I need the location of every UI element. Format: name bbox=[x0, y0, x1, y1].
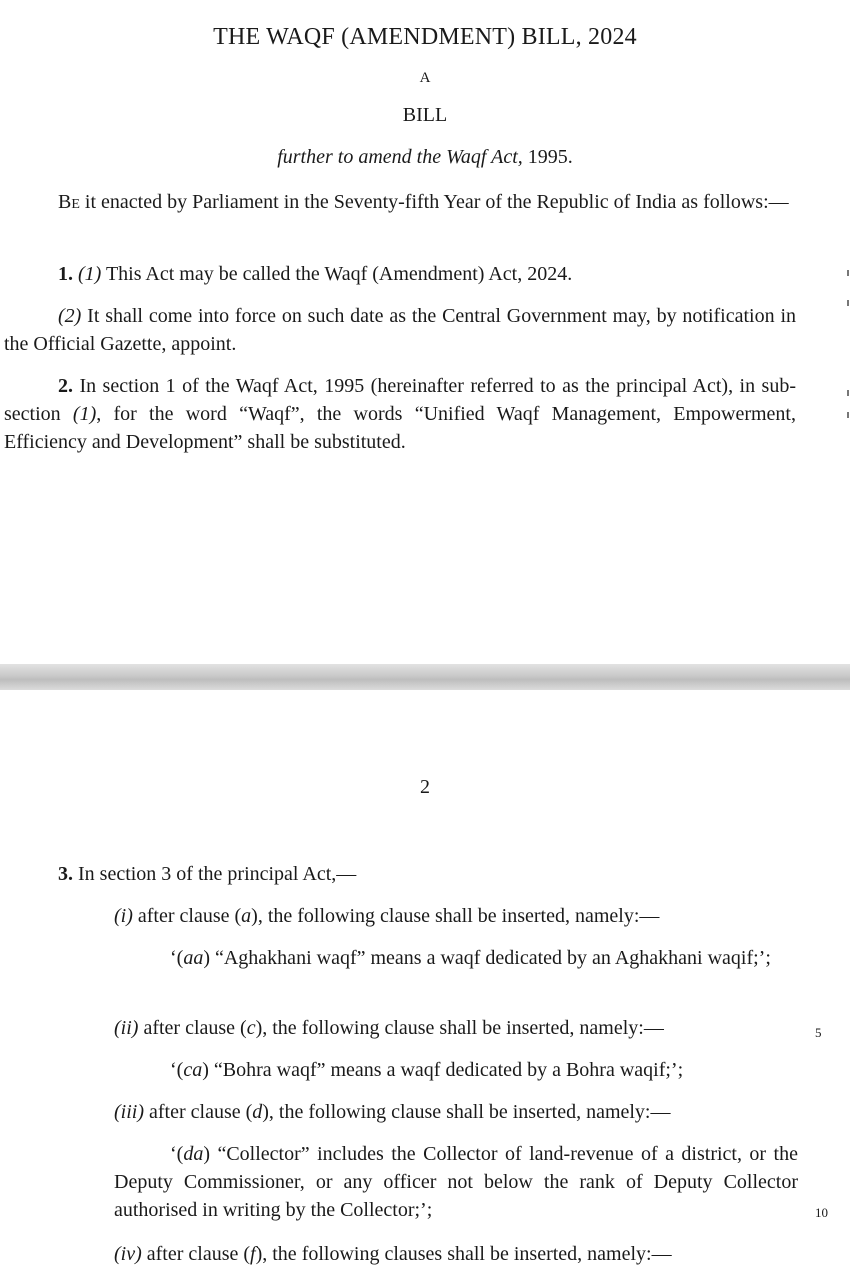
clause-iv-text-b: ), the following clauses shall be inserted, namely:— bbox=[255, 1243, 672, 1265]
clause-iii-number: (iii) bbox=[114, 1101, 144, 1123]
enacting-be: Be bbox=[58, 191, 80, 213]
clause-ca-open: ‘( bbox=[170, 1059, 184, 1081]
enacting-rest: it enacted by Parliament in the Seventy-fifth Year of the Republic of India as follows:— bbox=[79, 191, 789, 213]
subtitle-italic: further to amend the Waqf Act, bbox=[277, 146, 523, 168]
section-1-sub: (1) bbox=[78, 263, 102, 285]
clause-i bbox=[114, 902, 798, 930]
edge-mark bbox=[847, 270, 849, 276]
clause-i-text-a: after clause ( bbox=[132, 905, 242, 927]
clause-ii-letter: c bbox=[246, 1017, 256, 1039]
clause-da-label: da bbox=[183, 1143, 204, 1165]
clause-iv-letter: f bbox=[250, 1243, 256, 1265]
section-1-2 bbox=[4, 302, 796, 358]
clause-aa-label: aa bbox=[183, 947, 204, 969]
clause-da bbox=[114, 1140, 798, 1224]
clause-ii-text-a: after clause ( bbox=[138, 1017, 247, 1039]
clause-ca bbox=[114, 1056, 798, 1084]
clause-i-letter: a bbox=[241, 905, 252, 927]
enacting-clause bbox=[4, 188, 796, 216]
edge-mark bbox=[847, 412, 849, 418]
clause-aa-open: ‘( bbox=[170, 947, 184, 969]
section-1-number: 1. bbox=[58, 263, 73, 285]
section-3 bbox=[58, 860, 798, 888]
clause-iii-text-a: after clause ( bbox=[144, 1101, 253, 1123]
clause-da-open: ‘( bbox=[170, 1143, 184, 1165]
edge-mark bbox=[847, 390, 849, 396]
clause-da-text: ) “Collector” includes the Collector of land-revenue of a district, or the Deputy Commissioner, or any officer not below the rank of Deputy Collector authorised in writing by the Collector;’; bbox=[114, 1143, 798, 1221]
clause-iv-text-a: after clause ( bbox=[141, 1243, 251, 1265]
clause-iv-number: (iv) bbox=[114, 1243, 142, 1265]
line-number-5: 5 bbox=[815, 1025, 822, 1040]
clause-aa-text: ) “Aghakhani waqf” means a waqf dedicated by an Aghakhani waqif;’; bbox=[203, 947, 771, 969]
clause-ca-text: ) “Bohra waqf” means a waqf dedicated by a Bohra waqif;’; bbox=[202, 1059, 684, 1081]
section-1-2-text: It shall come into force on such date as the Central Government may, by notification in the Official Gazette, appoint. bbox=[4, 305, 796, 355]
bill-subtitle bbox=[0, 146, 850, 169]
section-1-text: This Act may be called the Waqf (Amendment) Act, 2024. bbox=[101, 263, 573, 285]
clause-ca-label: ca bbox=[183, 1059, 203, 1081]
clause-iii-text-b: ), the following clause shall be inserted, namely:— bbox=[262, 1101, 671, 1123]
clause-ii-number: (ii) bbox=[114, 1017, 139, 1039]
clause-iii bbox=[114, 1098, 798, 1126]
clause-i-text-b: ), the following clause shall be inserted, namely:— bbox=[251, 905, 660, 927]
section-2-text-b: , for the word “Waqf”, the words “Unified Waqf Management, Empowerment, Efficiency and Development” shall be substituted. bbox=[4, 403, 796, 453]
section-1 bbox=[4, 260, 796, 288]
section-2-number: 2. bbox=[58, 375, 73, 397]
section-3-number: 3. bbox=[58, 863, 73, 885]
section-2 bbox=[4, 372, 796, 456]
bill-title: THE WAQF (AMENDMENT) BILL, 2024 bbox=[213, 24, 637, 50]
subtitle-year: 1995. bbox=[522, 146, 573, 168]
article-a: A bbox=[419, 70, 431, 86]
bill-label: BILL bbox=[402, 104, 448, 126]
section-2-sub: (1) bbox=[72, 403, 97, 425]
clause-aa bbox=[114, 944, 798, 972]
section-3-text: In section 3 of the principal Act,— bbox=[73, 863, 357, 885]
clause-iv bbox=[114, 1240, 798, 1268]
clause-i-number: (i) bbox=[114, 905, 133, 927]
section-2-text-a: In section 1 of the Waqf Act, 1995 (hereinafter referred to as the principal Act), in sub-section bbox=[4, 375, 796, 425]
edge-mark bbox=[847, 300, 849, 306]
page-number: 2 bbox=[420, 776, 430, 798]
section-1-2-sub: (2) bbox=[58, 305, 82, 327]
page-divider bbox=[0, 664, 850, 690]
clause-iii-letter: d bbox=[252, 1101, 263, 1123]
clause-ii bbox=[114, 1014, 798, 1042]
clause-ii-text-b: ), the following clause shall be inserted, namely:— bbox=[255, 1017, 664, 1039]
line-number-10: 10 bbox=[815, 1205, 828, 1220]
